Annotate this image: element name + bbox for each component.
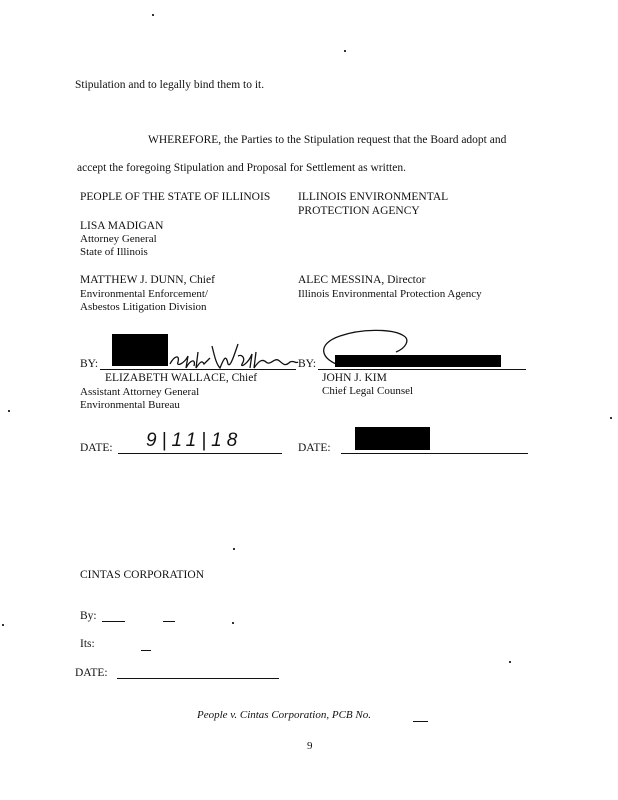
right-party-header-1: ILLINOIS ENVIRONMENTAL (298, 191, 449, 203)
chief-division-1: Environmental Enforcement/ (80, 288, 208, 300)
ag-state: State of Illinois (80, 246, 148, 258)
cintas-header: CINTAS CORPORATION (80, 569, 204, 581)
left-signer-name: ELIZABETH WALLACE, Chief (105, 372, 258, 384)
cintas-date-line (117, 678, 279, 679)
intro-line-3: accept the foregoing Stipulation and Proposal for Settlement as written. (77, 162, 406, 174)
director-agency: Illinois Environmental Protection Agency (298, 288, 482, 300)
ag-title: Attorney General (80, 233, 157, 245)
intro-line-2: WHEREFORE, the Parties to the Stipulation request that the Board adopt and (148, 134, 507, 146)
scan-speck (2, 624, 4, 626)
right-date-label: DATE: (298, 442, 331, 454)
left-by-label: BY: (80, 358, 99, 370)
scan-speck (152, 14, 154, 16)
cintas-its-line (141, 650, 151, 651)
cintas-its-label: Its: (80, 638, 95, 650)
left-signer-title-1: Assistant Attorney General (80, 386, 200, 398)
right-date-redaction (355, 427, 430, 450)
chief-name: MATTHEW J. DUNN, Chief (80, 274, 215, 286)
director-name: ALEC MESSINA, Director (298, 274, 426, 286)
scan-speck (232, 622, 234, 624)
cintas-date-label: DATE: (75, 667, 108, 679)
left-signer-title-2: Environmental Bureau (80, 399, 180, 411)
scan-speck (610, 417, 612, 419)
right-party-header-2: PROTECTION AGENCY (298, 205, 420, 217)
left-date-line (118, 453, 282, 454)
right-redaction-block (335, 355, 501, 367)
cintas-by-line-2 (163, 621, 175, 622)
footer-caption: People v. Cintas Corporation, PCB No. (197, 709, 371, 721)
ag-name: LISA MADIGAN (80, 220, 164, 232)
wallace-signature (166, 334, 300, 376)
left-redaction-block (112, 334, 168, 366)
scan-speck (509, 661, 511, 663)
scan-speck (233, 548, 235, 550)
scan-speck (344, 50, 346, 52)
right-date-line (341, 453, 528, 454)
chief-division-2: Asbestos Litigation Division (80, 301, 207, 313)
cintas-by-label: By: (80, 610, 97, 622)
page-number: 9 (307, 740, 313, 752)
scan-speck (8, 410, 10, 412)
intro-line-1: Stipulation and to legally bind them to it. (75, 79, 265, 91)
left-date-label: DATE: (80, 442, 113, 454)
cintas-by-line-1 (102, 621, 125, 622)
left-party-header: PEOPLE OF THE STATE OF ILLINOIS (80, 191, 271, 203)
right-signer-name: JOHN J. KIM (322, 372, 387, 384)
footer-pcb-line (413, 721, 428, 722)
right-signer-title: Chief Legal Counsel (322, 385, 414, 397)
right-by-label: BY: (298, 358, 317, 370)
left-date-value: 9|11|18 (146, 430, 243, 451)
